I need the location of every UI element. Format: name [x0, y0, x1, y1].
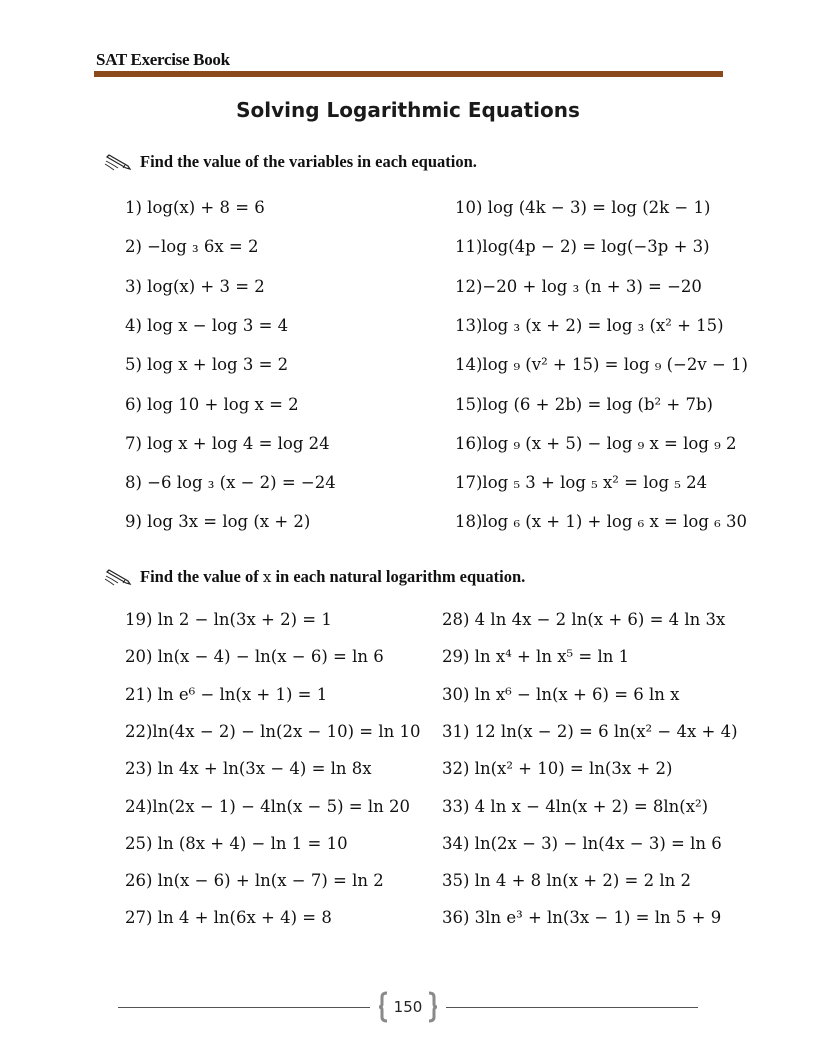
section1-instruction-text: Find the value of the variables in each equation.	[140, 152, 477, 171]
problem-item: 24)ln(2x − 1) − 4ln(x − 5) = ln 20	[125, 796, 410, 816]
page-number: 150	[393, 998, 423, 1016]
problem-item: 16)log ₉ (x + 5) − log ₉ x = log ₉ 2	[455, 433, 737, 453]
problem-item: 26) ln(x − 6) + ln(x − 7) = ln 2	[125, 871, 384, 891]
problem-item: 27) ln 4 + ln(6x + 4) = 8	[125, 908, 332, 928]
problem-item: 35) ln 4 + 8 ln(x + 2) = 2 ln 2	[442, 871, 691, 891]
pencil-icon	[104, 567, 134, 587]
problem-item: 23) ln 4x + ln(3x − 4) = ln 8x	[125, 759, 372, 779]
section2-instruction-var: x	[262, 568, 272, 586]
problem-item: 13)log ₃ (x + 2) = log ₃ (x² + 15)	[455, 315, 724, 335]
problem-item: 11)log(4p − 2) = log(−3p + 3)	[455, 237, 710, 257]
footer-rule-left	[118, 1007, 370, 1008]
section2-instruction-pre: Find the value of	[140, 567, 259, 586]
problem-item: 28) 4 ln 4x − 2 ln(x + 6) = 4 ln 3x	[442, 610, 726, 629]
page-title: Solving Logarithmic Equations	[236, 98, 580, 122]
book-title: SAT Exercise Book	[96, 50, 230, 69]
problem-item: 30) ln x⁶ − ln(x + 6) = 6 ln x	[442, 684, 680, 704]
problem-item: 7) log x + log 4 = log 24	[125, 433, 330, 453]
problem-item: 2) −log ₃ 6x = 2	[125, 237, 259, 257]
section1-instruction	[104, 152, 477, 172]
problem-item: 19) ln 2 − ln(3x + 2) = 1	[125, 610, 332, 629]
problem-item: 10) log (4k − 3) = log (2k − 1)	[455, 198, 711, 217]
footer-rule-right	[446, 1007, 698, 1008]
problem-item: 18)log ₆ (x + 1) + log ₆ x = log ₆ 30	[455, 512, 747, 532]
problem-item: 33) 4 ln x − 4ln(x + 2) = 8ln(x²)	[442, 796, 709, 816]
problem-item: 3) log(x) + 3 = 2	[125, 276, 265, 296]
header-rule	[94, 71, 723, 77]
problem-item: 6) log 10 + log x = 2	[125, 394, 299, 414]
problem-item: 36) 3ln e³ + ln(3x − 1) = ln 5 + 9	[442, 908, 722, 928]
section2-instruction	[104, 567, 525, 587]
page-number-box	[378, 991, 438, 1023]
problem-item: 15)log (6 + 2b) = log (b² + 7b)	[455, 394, 713, 414]
problem-item: 14)log ₉ (v² + 15) = log ₉ (−2v − 1)	[455, 355, 748, 375]
problem-item: 29) ln x⁴ + ln x⁵ = ln 1	[442, 647, 630, 667]
section2-instruction-post: in each natural logarithm equation.	[275, 567, 526, 586]
problem-item: 34) ln(2x − 3) − ln(4x − 3) = ln 6	[442, 833, 722, 853]
problem-item: 8) −6 log ₃ (x − 2) = −24	[125, 473, 336, 493]
problem-item: 12)−20 + log ₃ (n + 3) = −20	[455, 276, 702, 296]
problem-item: 20) ln(x − 4) − ln(x − 6) = ln 6	[125, 647, 384, 667]
problem-item: 31) 12 ln(x − 2) = 6 ln(x² − 4x + 4)	[442, 721, 738, 741]
problem-item: 4) log x − log 3 = 4	[125, 315, 289, 335]
problem-item: 17)log ₅ 3 + log ₅ x² = log ₅ 24	[455, 473, 708, 493]
problem-item: 5) log x + log 3 = 2	[125, 355, 289, 375]
problem-item: 9) log 3x = log (x + 2)	[125, 512, 311, 532]
problem-item: 22)ln(4x − 2) − ln(2x − 10) = ln 10	[125, 721, 421, 741]
pencil-icon	[104, 152, 134, 172]
problem-item: 25) ln (8x + 4) − ln 1 = 10	[125, 833, 348, 853]
problem-item: 1) log(x) + 8 = 6	[125, 198, 265, 217]
problem-item: 32) ln(x² + 10) = ln(3x + 2)	[442, 759, 673, 779]
problem-item: 21) ln e⁶ − ln(x + 1) = 1	[125, 684, 328, 704]
